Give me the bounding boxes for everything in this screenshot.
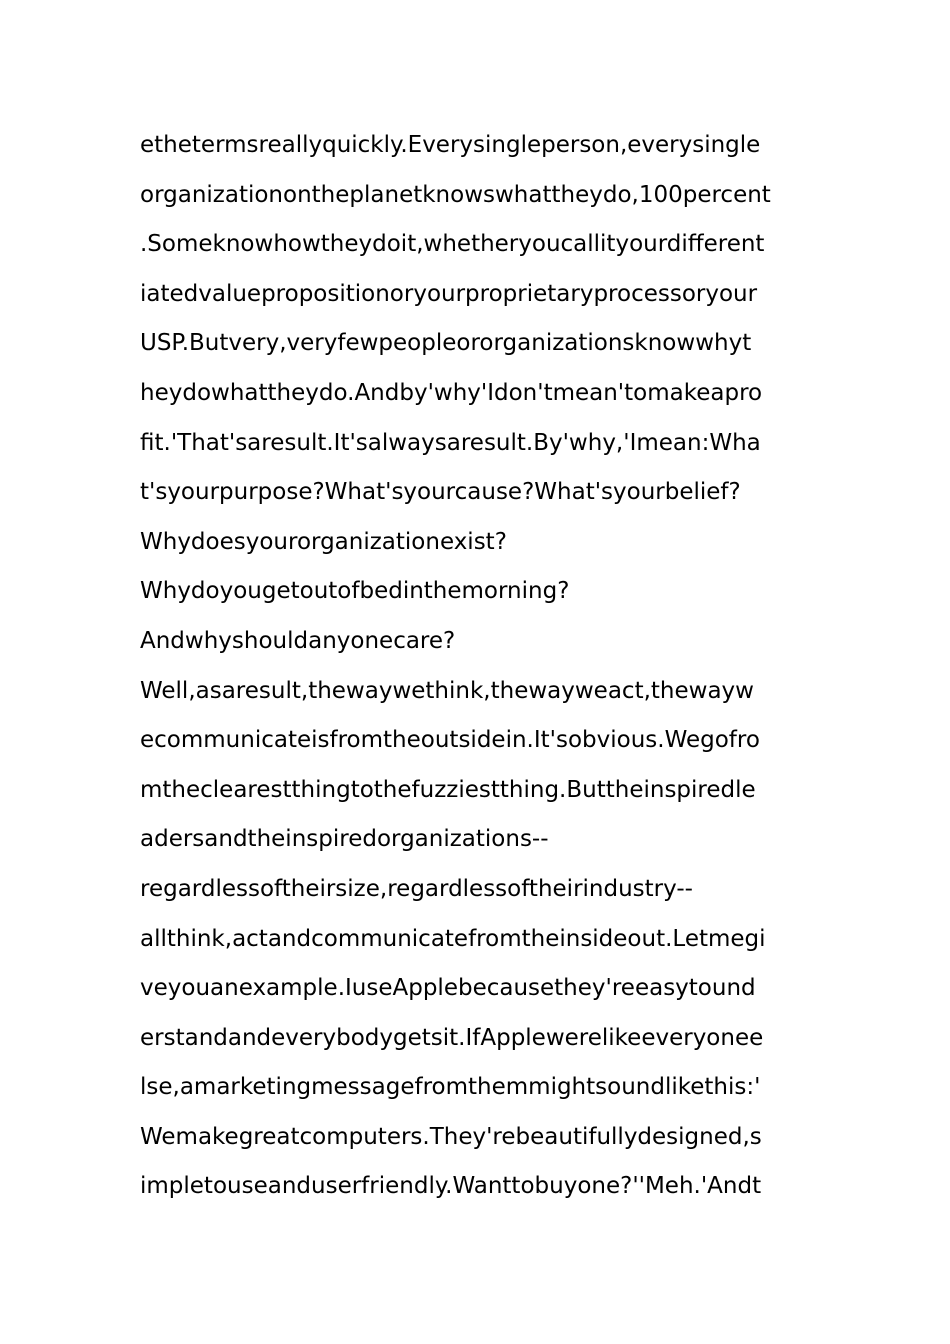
text-line-17: allthink,actandcommunicatefromtheinsideout.Letmegi [140,925,766,952]
text-line-4: iatedvaluepropositionoryourproprietaryprocessoryour [140,280,758,307]
text-line-2: organizationontheplanetknowswhattheydo,100percent [140,181,771,208]
text-line-20: lse,amarketingmessagefromthemmightsoundlikethis:' [140,1074,761,1101]
text-line-21: Wemakegreatcomputers.They'rebeautifullydesigned,s [140,1123,762,1150]
text-line-9: Whydoesyourorganizationexist? [140,528,507,555]
text-line-16: regardlessoftheirsize,regardlessoftheirindustry-- [140,875,693,902]
text-line-13: ecommunicateisfromtheoutsidein.It'sobvious.Wegofro [140,727,760,754]
text-line-10: Whydoyougetoutofbedinthemorning? [140,578,570,605]
body-text [140,121,840,1212]
text-line-7: fit.'That'saresult.It'salwaysaresult.By'why,'Imean:Wha [140,429,761,456]
text-line-12: Well,asaresult,thewaywethink,thewayweact,thewayw [140,677,754,704]
text-line-11: Andwhyshouldanyonecare? [140,627,456,654]
text-line-6: heydowhattheydo.Andby'why'Idon'tmean'tomakeapro [140,379,763,406]
text-line-15: adersandtheinspiredorganizations-- [140,826,549,853]
text-line-8: t'syourpurpose?What'syourcause?What'syourbelief? [140,479,741,506]
text-line-22: impletouseanduserfriendly.Wanttobuyone?''Meh.'Andt [140,1173,762,1200]
text-line-19: erstandandeverybodygetsit.IfApplewerelikeeveryonee [140,1024,764,1051]
text-line-14: mtheclearestthingtothefuzziestthing.Buttheinspiredle [140,776,756,803]
text-line-18: veyouanexample.IuseApplebecausethey'reeasytound [140,975,756,1002]
text-line-5: USP.Butvery,veryfewpeopleororganizationsknowwhyt [140,330,752,357]
text-line-3: .Someknowhowtheydoit,whetheryoucallityourdifferent [140,231,765,258]
text-line-1: ethetermsreallyquickly.Everysingleperson,everysingle [140,132,761,158]
